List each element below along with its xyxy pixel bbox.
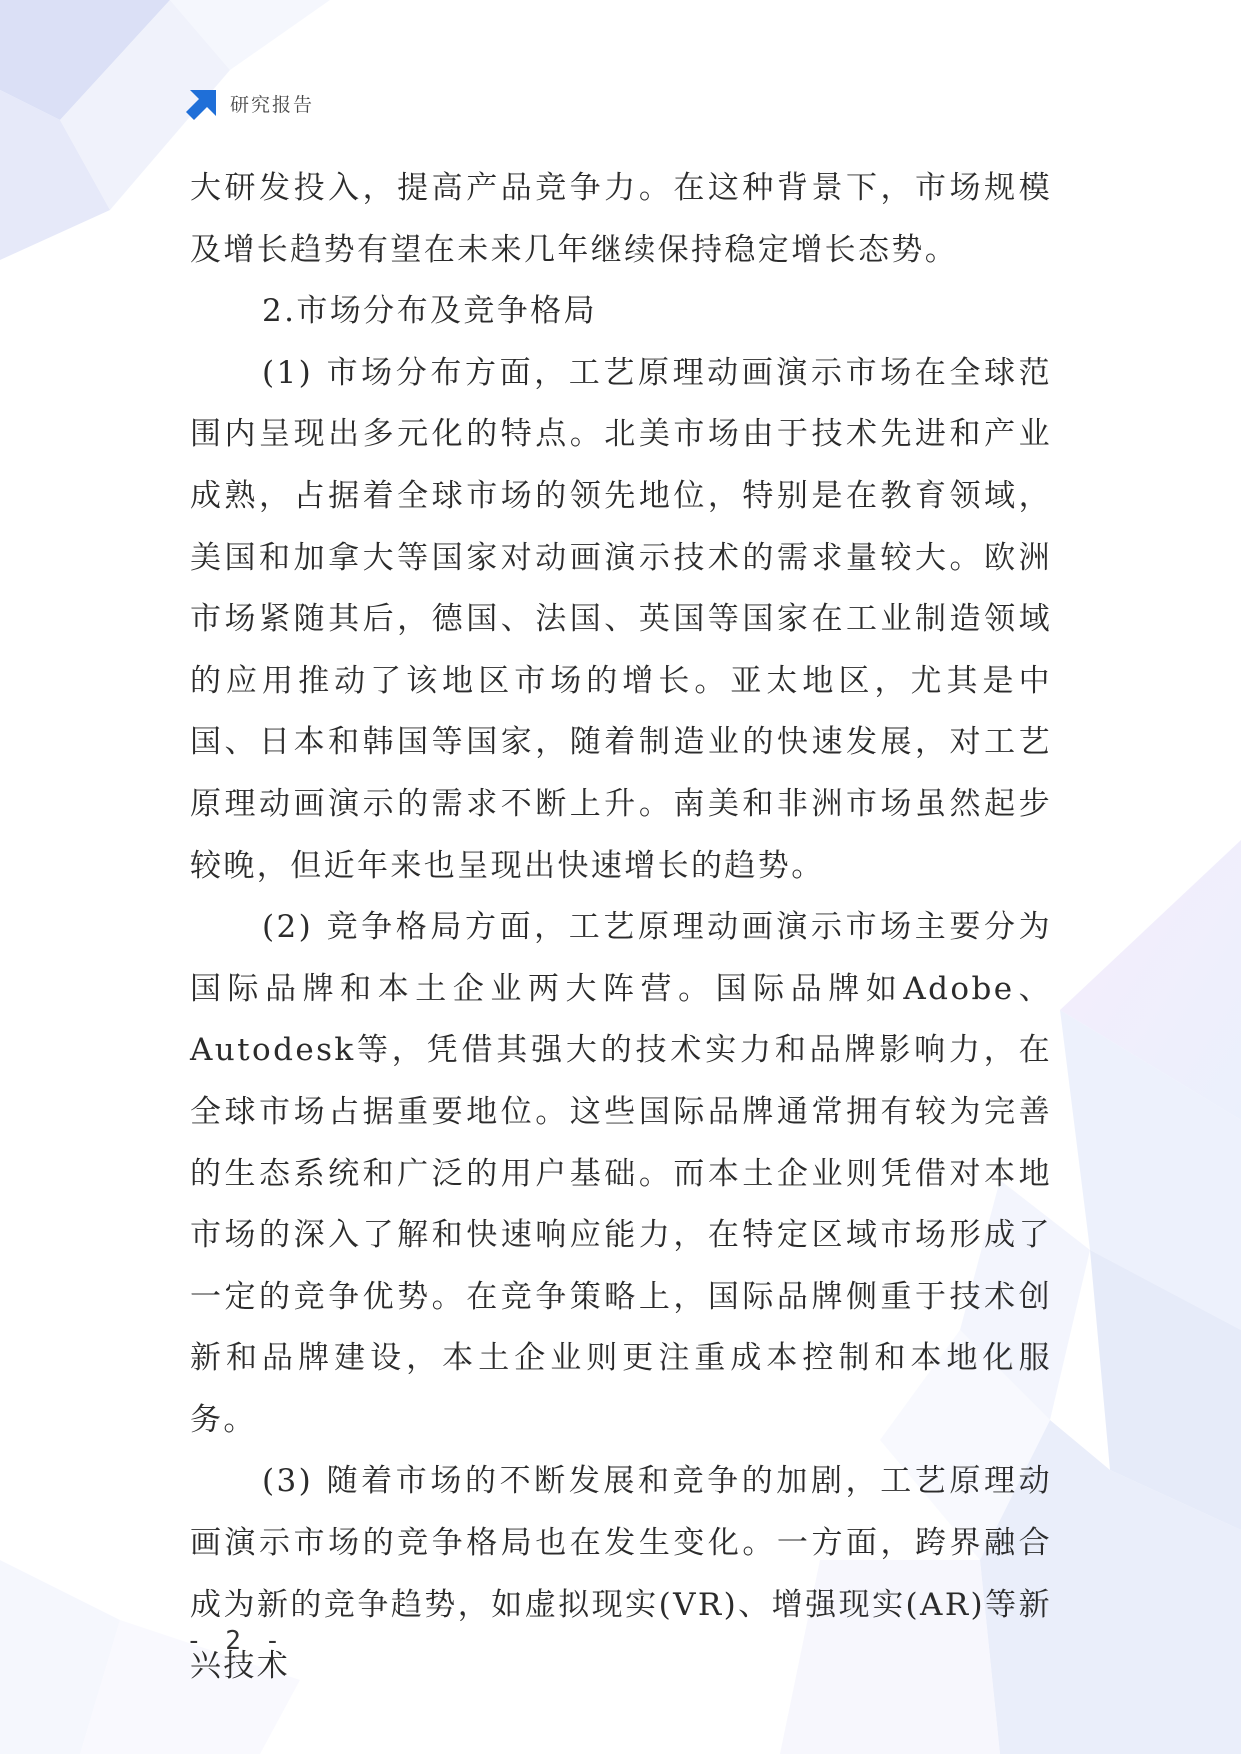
page-number: - 2 - (186, 1626, 285, 1656)
paragraph-competition-landscape: (2) 竞争格局方面，工艺原理动画演示市场主要分为国际品牌和本土企业两大阵营。国际品牌如Adobe、Autodesk等，凭借其强大的技术实力和品牌影响力，在全球市场占据重要地位。这些国际品牌通常拥有较为完善的生态系统和广泛的用户基础。而本土企业则凭借对本地市场的深入了解和快速响应能力，在特定区域市场形成了一定的竞争优势。在竞争策略上，国际品牌侧重于技术创新和品牌建设，本土企业则更注重成本控制和本地化服务。 (190, 909, 1052, 1438)
paragraph-competition-changes: (3) 随着市场的不断发展和竞争的加剧，工艺原理动画演示市场的竞争格局也在发生变化。一方面，跨界融合成为新的竞争趋势，如虚拟现实(VR)、增强现实(AR)等新兴技术 (190, 1463, 1052, 1685)
paragraph-market-distribution: (1) 市场分布方面，工艺原理动画演示市场在全球范围内呈现出多元化的特点。北美市场由于技术先进和产业成熟，占据着全球市场的领先地位，特别是在教育领域，美国和加拿大等国家对动画演示技术的需求量较大。欧洲市场紧随其后，德国、法国、英国等国家在工业制造领域的应用推动了该地区市场的增长。亚太地区，尤其是中国、日本和韩国等国家，随着制造业的快速发展，对工艺原理动画演示的需求不断上升。南美和非洲市场虽然起步较晚，但近年来也呈现出快速增长的趋势。 (190, 354, 1052, 884)
arrow-up-right-icon (186, 86, 220, 120)
header-title: 研究报告 (230, 93, 315, 116)
paragraph-continuation: 大研发投入，提高产品竞争力。在这种背景下，市场规模及增长趋势有望在未来几年继续保持稳定增长态势。 (190, 170, 1052, 268)
document-body (190, 158, 1052, 1698)
section-heading: 2.市场分布及竞争格局 (262, 293, 597, 330)
page-header (186, 86, 314, 120)
